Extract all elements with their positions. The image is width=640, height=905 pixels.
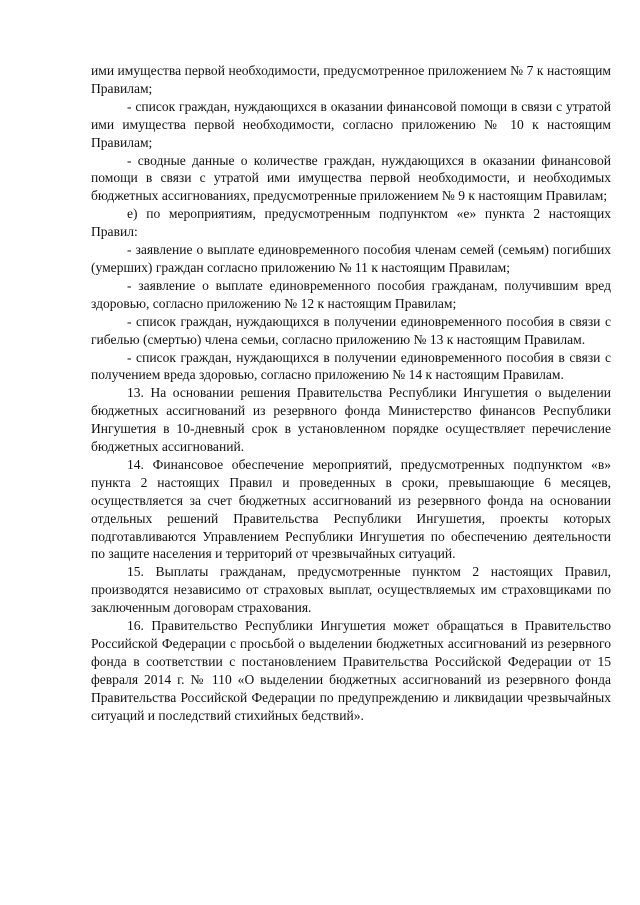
list-item-list-death: - список граждан, нуждающихся в получении единовременного пособия в связи с гибелью (смертью) члена семьи, согласно приложению № 13 к настоящим Правилам.	[91, 313, 611, 347]
clause-16: 16. Правительство Республики Ингушетия может обращаться в Правительство Российской Федерации с просьбой о выделении бюджетных ассигнований из резервного фонда в соответствии с постановлением Правительства Российской Федерации от 15 февраля 2014 г. № 110 «О выделении бюджетных ассигнований из резервного фонда Правительства Российской Федерации по предупреждению и ликвидации чрезвычайных ситуаций и последствий стихийных бедствий».	[91, 618, 611, 723]
list-item-benefit-application-health: - заявление о выплате единовременного пособия гражданам, получившим вред здоровью, согласно приложению № 12 к настоящим Правилам;	[91, 277, 611, 311]
list-item-summary-data: - сводные данные о количестве граждан, нуждающихся в оказании финансовой помощи в связи с утратой ими имущества первой необходимости, и необходимых бюджетных ассигнованиях, предусмотренные приложением № 9 к настоящим Правилам;	[91, 152, 611, 204]
clause-14: 14. Финансовое обеспечение мероприятий, предусмотренных подпунктом «в» пункта 2 настоящих Правил и проведенных в сроки, превышающие 6 месяцев, осуществляется за счет бюджетных ассигнований из резервного фонда на основании отдельных решений Правительства Республики Ингушетия, проекты которых подготавливаются Управлением Республики Ингушетия по обеспечению деятельности по защите населения и территорий от чрезвычайных ситуаций.	[91, 456, 611, 562]
clause-15: 15. Выплаты гражданам, предусмотренные пунктом 2 настоящих Правил, производятся независимо от страховых выплат, осуществляемых им страховщиками по заключенным договорам страхования.	[91, 564, 611, 616]
clause-13: 13. На основании решения Правительства Республики Ингушетия о выделении бюджетных ассигнований из резервного фонда Министерство финансов Республики Ингушетия в 10-дневный срок в установленном порядке осуществляет перечисление бюджетных ассигнований.	[91, 385, 611, 455]
list-item-benefit-application-families: - заявление о выплате единовременного пособия членам семей (семьям) погибших (умерших) граждан согласно приложению № 11 к настоящим Правилам;	[91, 242, 611, 275]
list-item-list-health: - список граждан, нуждающихся в получении единовременного пособия в связи с получением вреда здоровью, согласно приложению № 14 к настоящим Правилам.	[91, 349, 611, 383]
document-text	[91, 62, 611, 725]
subclause-e: е) по мероприятиям, предусмотренным подпунктом «е» пункта 2 настоящих Правил:	[91, 206, 611, 240]
paragraph-continuation: ими имущества первой необходимости, предусмотренное приложением № 7 к настоящим Правилам;	[91, 63, 611, 96]
list-item-financial-aid-list: - список граждан, нуждающихся в оказании финансовой помощи в связи с утратой ими имущества первой необходимости, согласно приложению № 10 к настоящим Правилам;	[91, 98, 611, 150]
